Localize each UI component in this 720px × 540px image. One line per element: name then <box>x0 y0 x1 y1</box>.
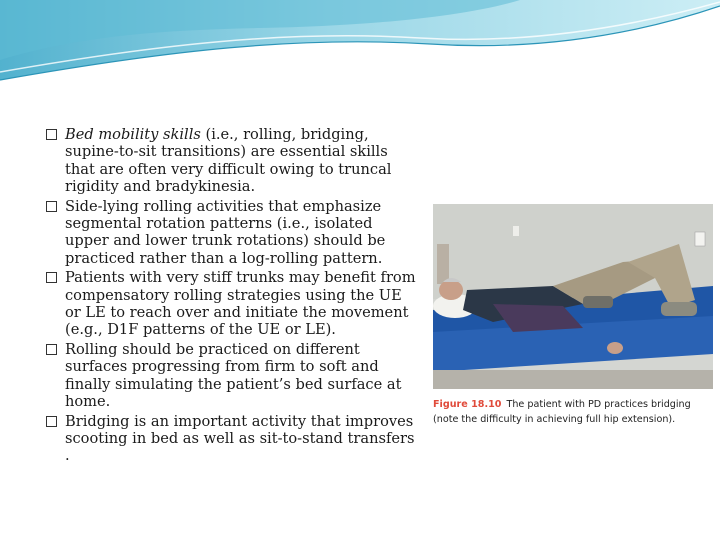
bullet-lead-text: Bed mobility skills <box>65 126 201 143</box>
figure-caption <box>433 397 713 427</box>
bullet-item <box>46 198 416 268</box>
bullet-marker-icon <box>46 272 57 283</box>
figure-caption-text: The patient with PD practices bridging (note the difficulty in achieving full hip extension). <box>433 399 691 425</box>
bullet-item <box>46 126 416 196</box>
bullet-item <box>46 341 416 411</box>
bullet-item <box>46 413 416 465</box>
bullet-marker-icon <box>46 129 57 140</box>
bullet-marker-icon <box>46 201 57 212</box>
figure <box>421 198 717 436</box>
bullet-marker-icon <box>46 416 57 427</box>
bullet-text: Rolling should be practiced on different surfaces progressing from firm to soft and finally simulating the patient’s bed surface at home. <box>65 340 402 411</box>
bullet-item <box>46 269 416 339</box>
bullet-text: Bridging is an important activity that improves scooting in bed as well as sit-to-stand transfers . <box>65 412 415 465</box>
bullet-list <box>46 126 416 467</box>
bullet-text: Side-lying rolling activities that emphasize segmental rotation patterns (i.e., isolated upper and lower trunk rotations) should be practiced rather than a log-rolling pattern. <box>65 197 386 267</box>
header-wave-decoration <box>0 0 720 90</box>
figure-label: Figure 18.10 <box>433 399 502 410</box>
bullet-marker-icon <box>46 344 57 355</box>
patient-bridging-photo <box>433 204 713 389</box>
bullet-text: Patients with very stiff trunks may benefit from compensatory rolling strategies using the UE or LE to reach over and initiate the movement (e.g., D1F patterns of the UE or LE). <box>65 269 416 339</box>
bullet-text: (i.e., rolling, bridging, supine-to-sit transitions) are essential skills that are often very difficult owing to truncal rigidity and bradykinesia. <box>65 126 392 196</box>
